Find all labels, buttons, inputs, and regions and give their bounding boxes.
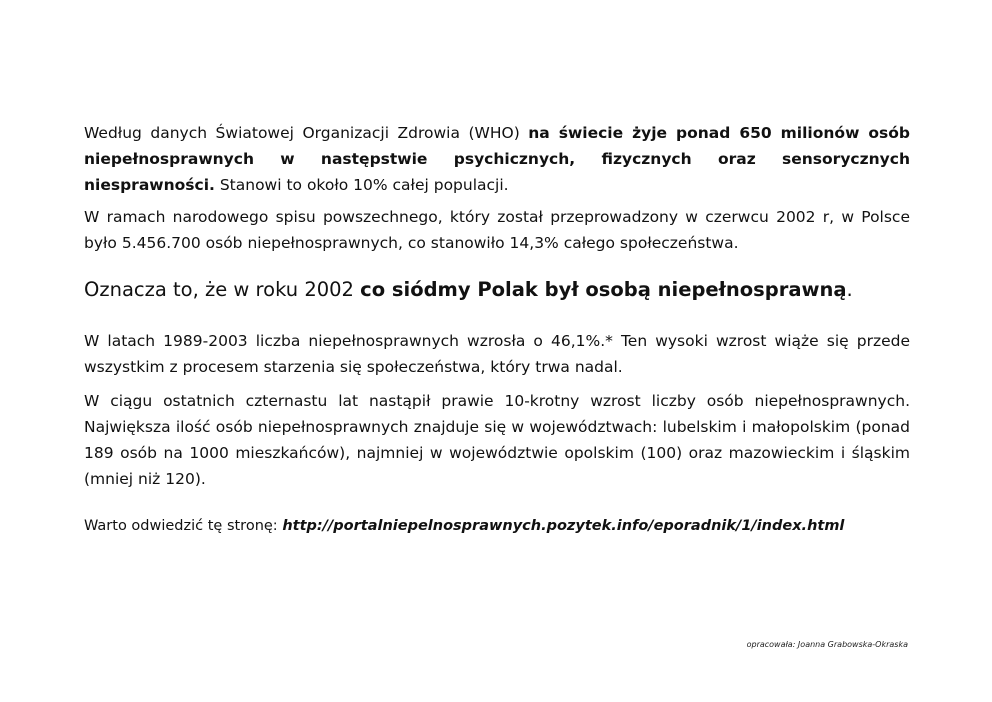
who-intro-text: Według danych Światowej Organizacji Zdrowia (WHO) (84, 124, 529, 142)
headline-statement (84, 276, 910, 304)
paragraph-regional-distribution: W ciągu ostatnich czternastu lat nastąpił prawie 10-krotny wzrost liczby osób niepełnosprawnych. Największa ilość osób niepełnosprawnych znajduje się w województwach: lubelskim i małopolskim (ponad 189 osób na 1000 mieszkańców), najmniej w województwie opolskim (100) oraz mazowieckim i śląskim (mniej niż 120). (84, 392, 910, 488)
document-body (84, 120, 910, 538)
author-credit: opracowała: Joanna Grabowska-Okraska (746, 640, 908, 649)
paragraph-growth-1989-2003: W latach 1989-2003 liczba niepełnosprawnych wzrosła o 46,1%.* Ten wysoki wzrost wiąże się przede wszystkim z procesem starzenia się społeczeństwa, który trwa nadal. (84, 332, 910, 376)
portal-url-link[interactable]: http://portalniepelnosprawnych.pozytek.info/eporadnik/1/index.html (282, 518, 845, 534)
who-percent-text: Stanowi to około 10% całej populacji. (214, 176, 509, 194)
recommended-link-line (84, 514, 910, 538)
link-label: Warto odwiedzić tę stronę: (84, 518, 283, 534)
paragraph-who-statistics (84, 120, 910, 198)
headline-intro-text: Oznacza to, że w roku 2002 (84, 278, 361, 301)
paragraph-census-2002: W ramach narodowego spisu powszechnego, który został przeprowadzony w czerwcu 2002 r, w Polsce było 5.456.700 osób niepełnosprawnych, co stanowiło 14,3% całego społeczeństwa. (84, 208, 910, 252)
headline-highlight-text: co siódmy Polak był osobą niepełnosprawną (360, 278, 847, 301)
headline-period: . (846, 278, 853, 301)
who-highlight-text: na świecie żyje ponad 650 milionów osób niepełnosprawnych w następstwie psychicznych, fizycznych oraz sensorycznych niesprawności. (84, 124, 910, 194)
